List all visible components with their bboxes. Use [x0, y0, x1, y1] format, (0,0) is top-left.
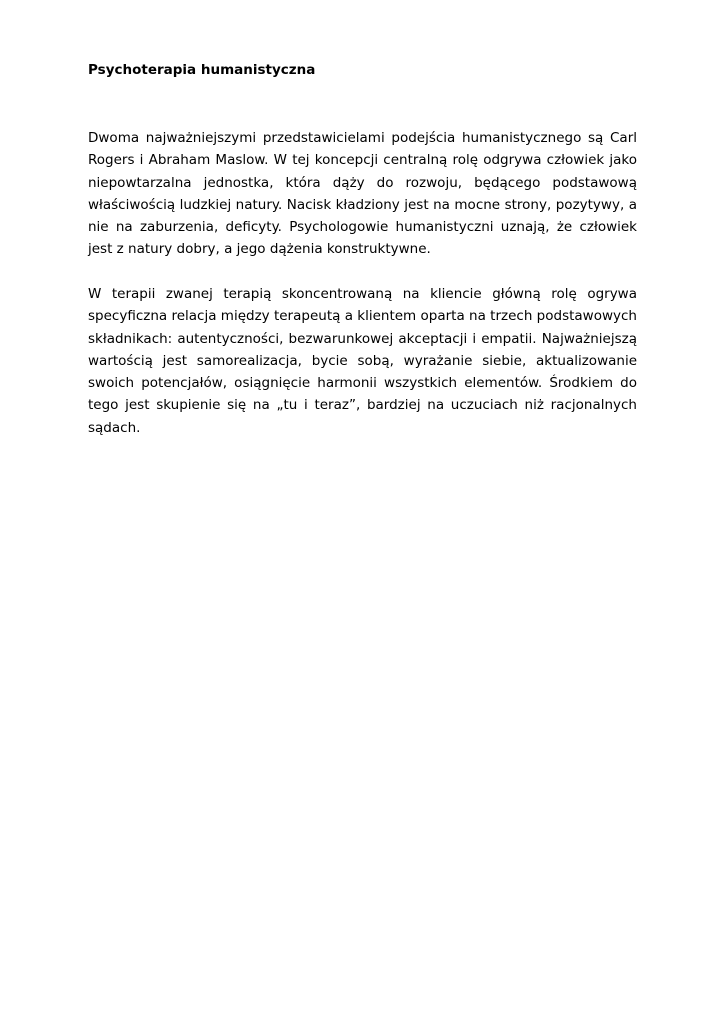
- document-title: Psychoterapia humanistyczna: [88, 62, 316, 78]
- paragraph-intro: Dwoma najważniejszymi przedstawicielami podejścia humanistycznego są Carl Rogers i Abraham Maslow. W tej koncepcji centralną rolę odgrywa człowiek jako niepowtarzalna jednostka, która dąży do rozwoju, będącego podstawową właściwością ludzkiej natury. Nacisk kładziony jest na mocne strony, pozytywy, a nie na zaburzenia, deficyty. Psychologowie humanistyczni uznają, że człowiek jest z natury dobry, a jego dążenia konstruktywne.: [88, 130, 637, 258]
- paragraph-client-centered-therapy: W terapii zwanej terapią skoncentrowaną na kliencie główną rolę ogrywa specyficzna relacja między terapeutą a klientem oparta na trzech podstawowych składnikach: autentyczności, bezwarunkowej akceptacji i empatii. Najważniejszą wartością jest samorealizacja, bycie sobą, wyrażanie siebie, aktualizowanie swoich potencjałów, osiągnięcie harmonii wszystkich elementów. Środkiem do tego jest skupienie się na „tu i teraz”, bardziej na uczuciach niż racjonalnych sądach.: [88, 286, 637, 436]
